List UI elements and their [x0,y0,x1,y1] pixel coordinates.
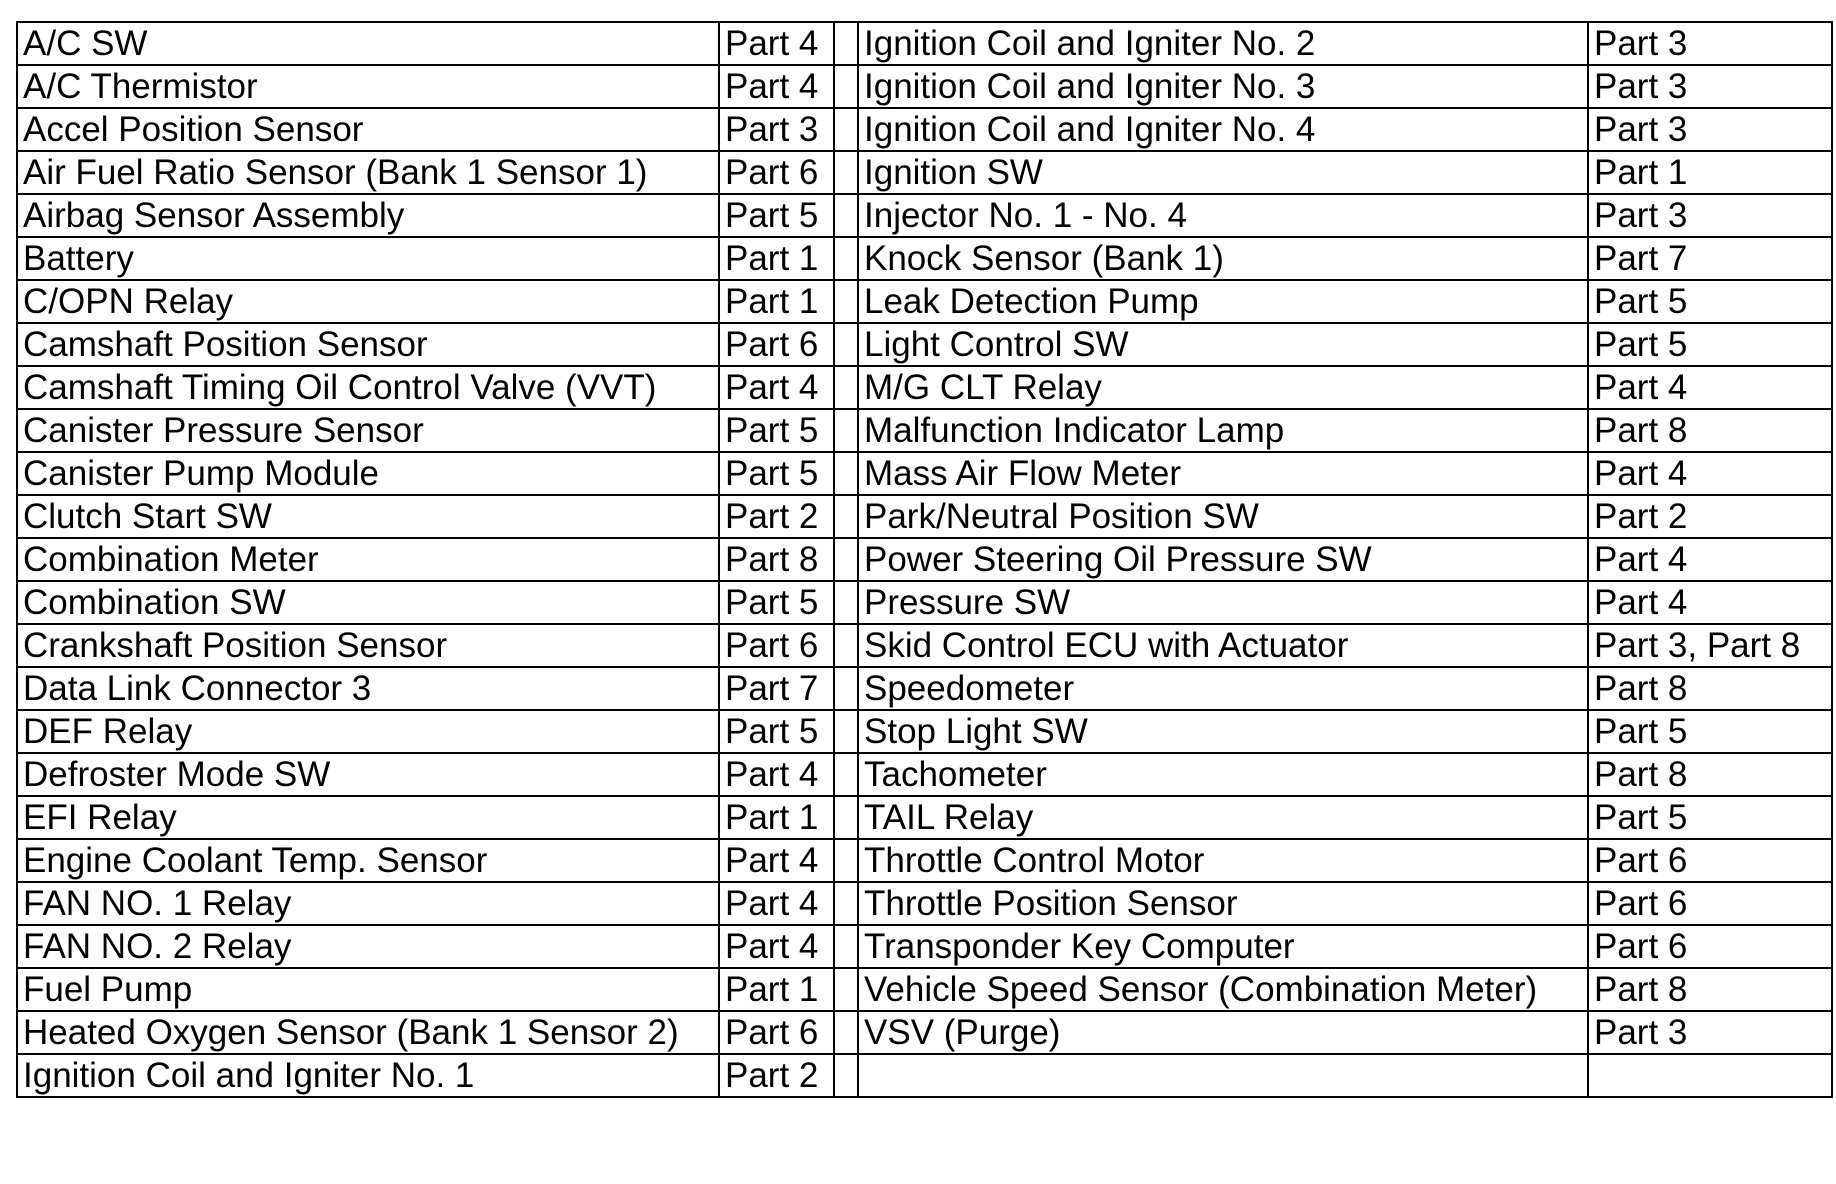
column-gap [834,194,858,237]
right-part-cell: Part 5 [1588,796,1832,839]
right-component-cell: TAIL Relay [858,796,1588,839]
column-gap [834,65,858,108]
column-gap [834,753,858,796]
table-row [17,1054,1832,1097]
right-part-cell: Part 6 [1588,882,1832,925]
left-part-cell: Part 4 [719,22,834,65]
right-part-cell: Part 3 [1588,194,1832,237]
table-row [17,882,1832,925]
right-component-cell: Tachometer [858,753,1588,796]
right-part-cell: Part 4 [1588,581,1832,624]
column-gap [834,1054,858,1097]
left-component-cell: Camshaft Position Sensor [17,323,719,366]
table-row [17,65,1832,108]
left-part-cell: Part 3 [719,108,834,151]
right-part-cell: Part 3 [1588,1011,1832,1054]
left-component-cell: A/C SW [17,22,719,65]
table-row [17,796,1832,839]
right-part-cell: Part 3 [1588,22,1832,65]
right-part-cell: Part 4 [1588,538,1832,581]
left-component-cell: Defroster Mode SW [17,753,719,796]
table-row [17,22,1832,65]
column-gap [834,151,858,194]
right-part-cell: Part 3 [1588,65,1832,108]
right-part-cell: Part 5 [1588,323,1832,366]
table-row [17,323,1832,366]
right-component-cell: VSV (Purge) [858,1011,1588,1054]
left-component-cell: Engine Coolant Temp. Sensor [17,839,719,882]
table-body [17,22,1832,1097]
table-row [17,925,1832,968]
left-component-cell: Canister Pressure Sensor [17,409,719,452]
table-row [17,753,1832,796]
left-component-cell: EFI Relay [17,796,719,839]
right-part-cell: Part 7 [1588,237,1832,280]
left-part-cell: Part 7 [719,667,834,710]
table-row [17,710,1832,753]
left-component-cell: Battery [17,237,719,280]
table-row [17,538,1832,581]
column-gap [834,882,858,925]
column-gap [834,237,858,280]
left-component-cell: Air Fuel Ratio Sensor (Bank 1 Sensor 1) [17,151,719,194]
left-component-cell: FAN NO. 1 Relay [17,882,719,925]
column-gap [834,925,858,968]
right-part-cell: Part 4 [1588,452,1832,495]
right-component-cell: Malfunction Indicator Lamp [858,409,1588,452]
right-component-cell: Knock Sensor (Bank 1) [858,237,1588,280]
right-component-cell: Park/Neutral Position SW [858,495,1588,538]
table-row [17,1011,1832,1054]
column-gap [834,796,858,839]
column-gap [834,667,858,710]
column-gap [834,710,858,753]
right-component-cell [858,1054,1588,1097]
right-part-cell: Part 8 [1588,968,1832,1011]
left-part-cell: Part 1 [719,237,834,280]
column-gap [834,409,858,452]
left-component-cell: Heated Oxygen Sensor (Bank 1 Sensor 2) [17,1011,719,1054]
column-gap [834,452,858,495]
left-component-cell: Accel Position Sensor [17,108,719,151]
column-gap [834,968,858,1011]
table-row [17,409,1832,452]
table-row [17,108,1832,151]
left-component-cell: Crankshaft Position Sensor [17,624,719,667]
left-part-cell: Part 5 [719,710,834,753]
column-gap [834,581,858,624]
right-part-cell: Part 8 [1588,753,1832,796]
table-row [17,581,1832,624]
column-gap [834,108,858,151]
right-part-cell: Part 2 [1588,495,1832,538]
right-component-cell: Speedometer [858,667,1588,710]
right-component-cell: Vehicle Speed Sensor (Combination Meter) [858,968,1588,1011]
right-part-cell: Part 5 [1588,280,1832,323]
right-component-cell: Throttle Position Sensor [858,882,1588,925]
column-gap [834,839,858,882]
table-row [17,667,1832,710]
right-component-cell: Injector No. 1 - No. 4 [858,194,1588,237]
right-component-cell: Power Steering Oil Pressure SW [858,538,1588,581]
left-part-cell: Part 1 [719,280,834,323]
left-component-cell: Ignition Coil and Igniter No. 1 [17,1054,719,1097]
left-part-cell: Part 5 [719,194,834,237]
left-part-cell: Part 2 [719,1054,834,1097]
left-part-cell: Part 4 [719,882,834,925]
left-component-cell: Data Link Connector 3 [17,667,719,710]
left-part-cell: Part 5 [719,409,834,452]
right-component-cell: Ignition Coil and Igniter No. 4 [858,108,1588,151]
left-component-cell: Canister Pump Module [17,452,719,495]
column-gap [834,323,858,366]
right-part-cell: Part 8 [1588,409,1832,452]
left-component-cell: FAN NO. 2 Relay [17,925,719,968]
left-part-cell: Part 4 [719,839,834,882]
right-part-cell: Part 6 [1588,839,1832,882]
component-index-table [16,21,1833,1098]
left-component-cell: Fuel Pump [17,968,719,1011]
right-component-cell: Mass Air Flow Meter [858,452,1588,495]
right-component-cell: Light Control SW [858,323,1588,366]
column-gap [834,538,858,581]
right-component-cell: Throttle Control Motor [858,839,1588,882]
left-part-cell: Part 4 [719,753,834,796]
table-row [17,495,1832,538]
right-part-cell: Part 3 [1588,108,1832,151]
right-component-cell: Leak Detection Pump [858,280,1588,323]
right-component-cell: Ignition Coil and Igniter No. 3 [858,65,1588,108]
left-component-cell: Combination SW [17,581,719,624]
left-component-cell: Camshaft Timing Oil Control Valve (VVT) [17,366,719,409]
left-part-cell: Part 2 [719,495,834,538]
left-component-cell: DEF Relay [17,710,719,753]
table-row [17,968,1832,1011]
right-component-cell: Transponder Key Computer [858,925,1588,968]
right-component-cell: Ignition Coil and Igniter No. 2 [858,22,1588,65]
column-gap [834,1011,858,1054]
right-part-cell [1588,1054,1832,1097]
right-part-cell: Part 6 [1588,925,1832,968]
left-component-cell: Clutch Start SW [17,495,719,538]
right-part-cell: Part 4 [1588,366,1832,409]
right-component-cell: Ignition SW [858,151,1588,194]
column-gap [834,280,858,323]
right-part-cell: Part 1 [1588,151,1832,194]
left-component-cell: A/C Thermistor [17,65,719,108]
left-part-cell: Part 1 [719,968,834,1011]
left-part-cell: Part 4 [719,65,834,108]
table-row [17,237,1832,280]
right-component-cell: M/G CLT Relay [858,366,1588,409]
column-gap [834,22,858,65]
right-part-cell: Part 8 [1588,667,1832,710]
right-component-cell: Pressure SW [858,581,1588,624]
left-part-cell: Part 4 [719,925,834,968]
table-row [17,194,1832,237]
left-part-cell: Part 1 [719,796,834,839]
column-gap [834,366,858,409]
left-part-cell: Part 6 [719,151,834,194]
table-row [17,452,1832,495]
right-part-cell: Part 3, Part 8 [1588,624,1832,667]
left-part-cell: Part 6 [719,323,834,366]
table-row [17,280,1832,323]
column-gap [834,495,858,538]
left-part-cell: Part 6 [719,1011,834,1054]
left-component-cell: Airbag Sensor Assembly [17,194,719,237]
table-row [17,151,1832,194]
left-component-cell: Combination Meter [17,538,719,581]
right-component-cell: Skid Control ECU with Actuator [858,624,1588,667]
left-component-cell: C/OPN Relay [17,280,719,323]
table-row [17,839,1832,882]
right-part-cell: Part 5 [1588,710,1832,753]
left-part-cell: Part 8 [719,538,834,581]
left-part-cell: Part 5 [719,452,834,495]
table-row [17,366,1832,409]
left-part-cell: Part 6 [719,624,834,667]
left-part-cell: Part 5 [719,581,834,624]
right-component-cell: Stop Light SW [858,710,1588,753]
column-gap [834,624,858,667]
table-row [17,624,1832,667]
left-part-cell: Part 4 [719,366,834,409]
